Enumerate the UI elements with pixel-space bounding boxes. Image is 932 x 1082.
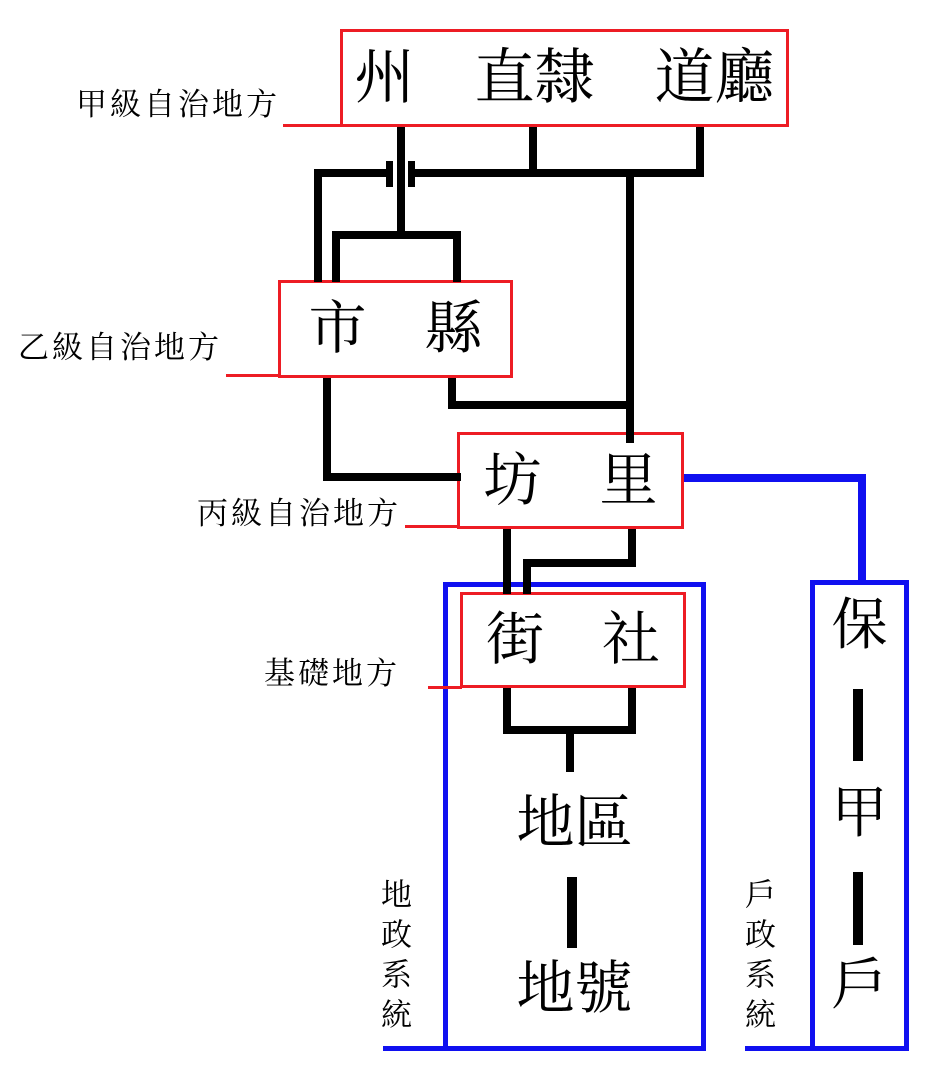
connector-shi-to-fangli-h <box>323 473 461 481</box>
connector-zhou-drop <box>397 127 405 239</box>
connector-dash-jia-hu <box>853 872 863 945</box>
underline-land-system <box>383 1046 445 1051</box>
leader-class-b <box>226 374 281 377</box>
box-fang-li-label: 坊 里 <box>483 447 658 513</box>
connector-dash-bao-jia <box>853 689 863 761</box>
box-province-level-label: 州 直隸 道廳 <box>354 45 775 111</box>
crossing-tick-left <box>386 161 393 187</box>
connector-bus-left <box>314 169 386 177</box>
connector-bracket-h <box>332 231 461 239</box>
text-jia: 甲 <box>831 783 888 845</box>
box-jie-she <box>460 592 686 688</box>
text-land-number: 地號 <box>516 956 633 1021</box>
label-basic: 基礎地方 <box>264 656 400 691</box>
blue-link-v <box>858 474 866 581</box>
connector-shi-drop <box>323 378 331 481</box>
box-province-level <box>340 29 789 127</box>
box-city-county-label: 市 縣 <box>308 296 483 361</box>
connector-fang-drop <box>503 529 511 594</box>
label-household-system: 戶政系統 <box>740 878 775 1038</box>
connector-dash-diqu-dihao <box>567 877 577 948</box>
label-class-b: 乙級自治地方 <box>18 330 222 365</box>
blue-link-h <box>684 474 866 482</box>
connector-jieshe-stem <box>566 726 574 772</box>
leader-basic <box>428 686 462 689</box>
text-land-area: 地區 <box>516 790 633 855</box>
leader-class-a <box>283 124 342 127</box>
connector-li-jog-h <box>523 559 636 567</box>
underline-household-system <box>745 1046 812 1051</box>
connector-bracket-left-drop <box>332 231 340 282</box>
connector-li-jog-drop <box>523 559 531 594</box>
text-hu: 戶 <box>831 955 888 1017</box>
leader-class-c <box>405 525 460 528</box>
label-land-system: 地政系統 <box>376 878 411 1038</box>
connector-bracket-right-drop <box>453 231 461 282</box>
label-class-c: 丙級自治地方 <box>197 496 401 531</box>
connector-bus-leftcorner-drop <box>314 169 322 282</box>
box-city-county <box>278 280 513 378</box>
text-bao: 保 <box>831 595 888 657</box>
crossing-tick-right <box>408 161 415 187</box>
box-fang-li <box>457 432 684 529</box>
box-jie-she-label: 街 社 <box>485 607 660 672</box>
connector-xian-join-h <box>448 401 634 409</box>
connector-bus-right <box>415 169 704 177</box>
label-class-a: 甲級自治地方 <box>76 87 280 122</box>
